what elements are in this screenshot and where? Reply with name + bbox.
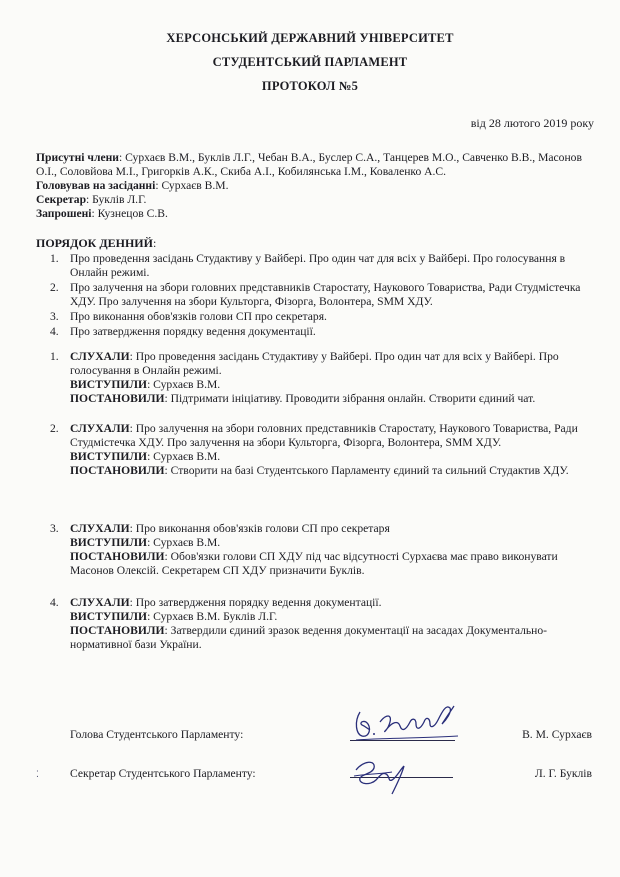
heard-label: СЛУХАЛИ (70, 596, 130, 609)
resolved-label: ПОСТАНОВИЛИ (70, 464, 165, 477)
agenda-heading (36, 236, 156, 251)
heard-line (70, 596, 590, 610)
spoke-line (70, 450, 590, 464)
heard-line (70, 422, 590, 450)
resolved-label: ПОСТАНОВИЛИ (70, 392, 165, 405)
spoke-text: : Сурхаєв В.М. (147, 378, 221, 391)
university-title: ХЕРСОНСЬКИЙ ДЕРЖАВНИЙ УНІВЕРСИТЕТ (166, 31, 454, 45)
chair-label: Головував на засіданні (36, 179, 156, 192)
resolved-text: : Обов'язки голови СП ХДУ під час відсутності Сурхаєва має право виконувати Масонов Олексій. Секретарем СП ХДУ призначити Буклів. (70, 550, 558, 577)
agenda-item (50, 325, 590, 339)
resolved-line (70, 550, 590, 578)
secretary-signature-icon (346, 748, 426, 798)
agenda-item (50, 310, 590, 324)
resolved-label: ПОСТАНОВИЛИ (70, 550, 165, 563)
chair-signature-title: Голова Студентського Парламенту: (70, 728, 244, 741)
heard-text: : Про виконання обов'язків голови СП про секретаря (129, 522, 390, 535)
invited-value: : Кузнецов С.В. (91, 207, 168, 220)
spoke-line (70, 378, 590, 392)
resolved-line (70, 624, 590, 652)
agenda-item-number: 2. (50, 281, 59, 294)
attendance-invited (36, 207, 596, 221)
minutes-item-3 (50, 522, 590, 578)
secretary-label: Секретар (36, 193, 87, 206)
chair-value: : Сурхаєв В.М. (155, 179, 229, 192)
agenda-item-number: 4. (50, 325, 59, 338)
chair-signature-name: В. М. Сурхаєв (522, 728, 592, 741)
agenda-item-number: 3. (50, 310, 59, 323)
resolved-text: : Затвердили єдиний зразок ведення документації на засадах Документально-нормативної бази України. (70, 624, 548, 651)
heard-label: СЛУХАЛИ (70, 350, 130, 363)
agenda-item-text: Про виконання обов'язків голови СП про секретаря. (70, 310, 327, 323)
agenda-item (50, 281, 590, 309)
agenda-list (50, 252, 590, 340)
spoke-label: ВИСТУПИЛИ (70, 378, 148, 391)
agenda-item-text: Про затвердження порядку ведення документації. (70, 325, 316, 338)
heard-label: СЛУХАЛИ (70, 522, 130, 535)
attendance-secretary (36, 193, 596, 207)
spoke-text: : Сурхаєв В.М. (147, 536, 221, 549)
spoke-text: : Сурхаєв В.М. Буклів Л.Г. (147, 610, 278, 623)
protocol-title: ПРОТОКОЛ №5 (261, 79, 359, 93)
protocol-date: від 28 лютого 2019 року (470, 116, 594, 130)
chair-signature-icon (346, 700, 466, 746)
present-label: Присутні члени (36, 151, 119, 164)
minutes-item-1 (50, 350, 590, 406)
item-number: 2. (50, 422, 59, 435)
invited-label: Запрошені (36, 207, 92, 220)
resolved-line (70, 392, 590, 406)
heard-line (70, 350, 590, 378)
secretary-value: : Буклів Л.Г. (86, 193, 147, 206)
heard-text: : Про залучення на збори головних представників Старостату, Наукового Товариства, Ради Студмістечка ХДУ. Про залучення на збори Культорга, Фізорга, Волонтера, SMM ХДУ. (70, 422, 578, 449)
spoke-label: ВИСТУПИЛИ (70, 610, 148, 623)
resolved-text: : Створити на базі Студентського Парламенту єдиний та сильний Студактив ХДУ. (164, 464, 569, 477)
item-number: 1. (50, 350, 59, 363)
resolved-label: ПОСТАНОВИЛИ (70, 624, 165, 637)
agenda-title: ПОРЯДОК ДЕННИЙ (36, 236, 153, 250)
minutes-item-4 (50, 596, 590, 652)
spoke-line (70, 610, 590, 624)
secretary-signature-name: Л. Г. Буклів (534, 767, 592, 780)
secretary-signature-title: Секретар Студентського Парламенту: (70, 767, 256, 780)
item-number: 3. (50, 522, 59, 535)
present-value: : Сурхаєв В.М., Буклів Л.Г., Чебан В.А., Буслер С.А., Танцерев М.О., Савченко В.В., Масонов О.І., Соловйова М.І., Григорків А.К., Скиба А.І., Кобилянська І.М., Коваленко А.С. (36, 151, 582, 178)
scan-mark-icon: ⁚ (36, 769, 39, 779)
attendance-present (36, 151, 596, 179)
spoke-line (70, 536, 590, 550)
agenda-item-number: 1. (50, 252, 59, 265)
minutes-item-2 (50, 422, 590, 478)
spoke-label: ВИСТУПИЛИ (70, 536, 148, 549)
heard-label: СЛУХАЛИ (70, 422, 130, 435)
spoke-label: ВИСТУПИЛИ (70, 450, 148, 463)
item-number: 4. (50, 596, 59, 609)
resolved-line (70, 464, 590, 478)
agenda-item-text: Про проведення засідань Студактиву у Вайбері. Про один чат для всіх у Вайбері. Про голосування в Онлайн режимі. (70, 252, 566, 279)
heard-line (70, 522, 590, 536)
agenda-item (50, 252, 590, 280)
heard-text: : Про затвердження порядку ведення документації. (129, 596, 382, 609)
resolved-text: : Підтримати ініціативу. Проводити зібрання онлайн. Створити єдиний чат. (164, 392, 536, 405)
parliament-title: СТУДЕНТСЬКИЙ ПАРЛАМЕНТ (212, 55, 408, 69)
heard-text: : Про проведення засідань Студактиву у Вайбері. Про один чат для всіх у Вайбері. Про голосування в Онлайн режимі. (70, 350, 559, 377)
spoke-text: : Сурхаєв В.М. (147, 450, 221, 463)
agenda-colon: : (152, 236, 157, 250)
attendance-block (36, 151, 596, 221)
agenda-item-text: Про залучення на збори головних представників Старостату, Наукового Товариства, Ради Студмістечка ХДУ. Про залучення на збори Культорга, Фізорга, Волонтера, SMM ХДУ. (70, 281, 581, 308)
attendance-chair (36, 179, 596, 193)
